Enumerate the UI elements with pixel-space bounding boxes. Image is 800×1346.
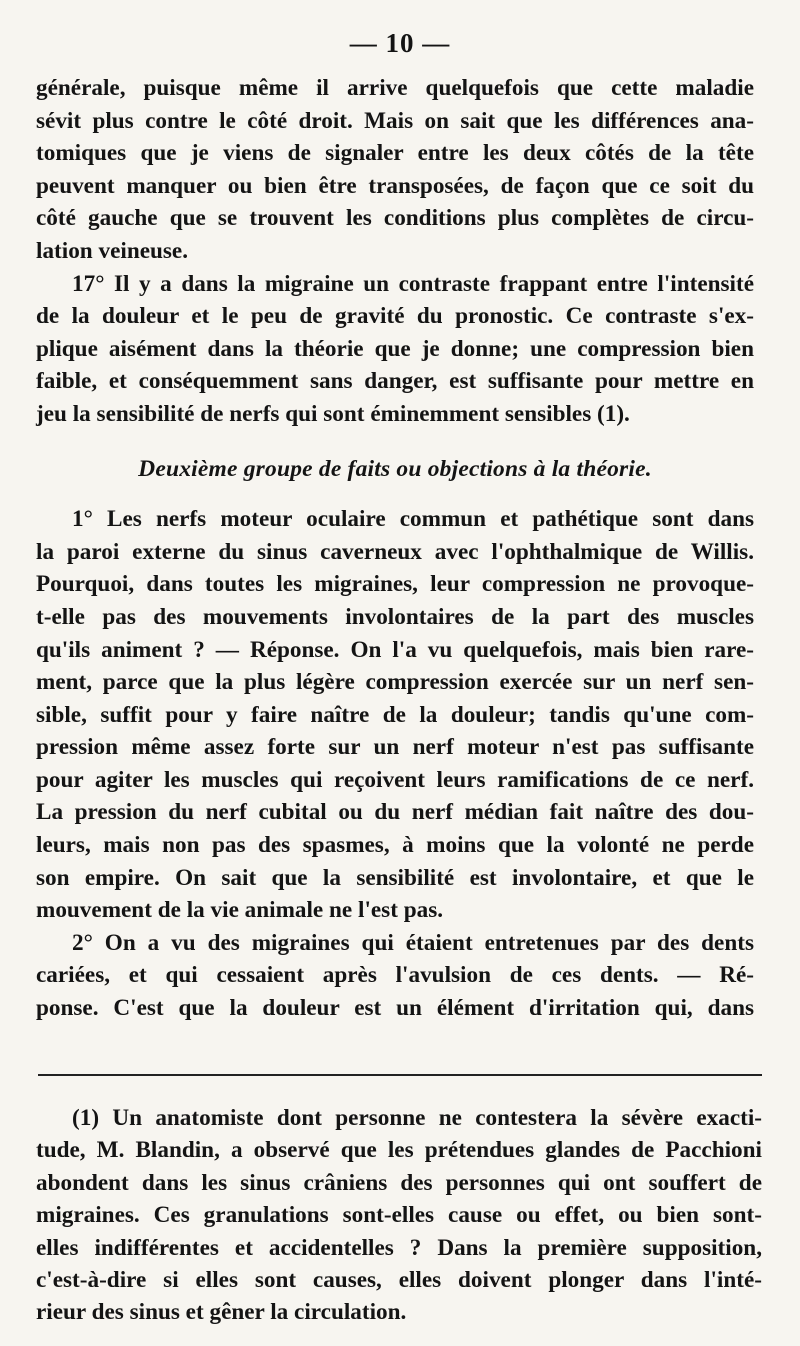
objection-1	[36, 503, 754, 927]
text-line: ment, parce que la plus légère compression exercée sur un nerf sen-	[36, 669, 754, 696]
section-heading: Deuxième groupe de faits ou objections à la théorie.	[138, 455, 652, 482]
paragraph-1	[36, 72, 754, 268]
text-line: côté gauche que se trouvent les conditions plus complètes de circu-	[36, 205, 754, 232]
text-line: t-elle pas des mouvements involontaires de la part des muscles	[36, 603, 754, 630]
text-line: plique aisément dans la théorie que je donne; une compression bien	[36, 335, 754, 362]
text-line: sible, suffit pour y faire naître de la douleur; tandis qu'une com-	[36, 701, 754, 728]
text-line: elles indifférentes et accidentelles ? Dans la première supposition,	[36, 1234, 762, 1261]
text-line: générale, puisque même il arrive quelquefois que cette maladie	[36, 75, 754, 101]
text-line: jeu la sensibilité de nerfs qui sont éminemment sensibles (1).	[36, 400, 630, 427]
footnote	[36, 1102, 762, 1329]
main-text	[36, 72, 754, 1025]
text-line: La pression du nerf cubital ou du nerf médian fait naître des dou-	[36, 799, 754, 826]
text-line: faible, et conséquemment sans danger, est suffisante pour mettre en	[36, 368, 754, 395]
text-line: Pourquoi, dans toutes les migraines, leur compression ne provoque-	[36, 571, 754, 598]
text-line: tude, M. Blandin, a observé que les prétendues glandes de Pacchioni	[36, 1137, 762, 1164]
footnote-rule	[38, 1074, 762, 1076]
text-line: migraines. Ces granulations sont-elles cause ou effet, ou bien sont-	[36, 1202, 762, 1229]
text-line: mouvement de la vie animale ne l'est pas.	[36, 897, 444, 924]
text-line: peuvent manquer ou bien être transposées, de façon que ce soit du	[36, 172, 754, 199]
text-line: son empire. On sait que la sensibilité est involontaire, et que le	[36, 864, 754, 891]
text-line: c'est-à-dire si elles sont causes, elles doivent plonger dans l'inté-	[36, 1267, 762, 1294]
text-line: lation veineuse.	[36, 237, 189, 264]
text-line: abondent dans les sinus crâniens des personnes qui ont souffert de	[36, 1169, 762, 1196]
text-line: pression même assez forte sur un nerf moteur n'est pas suffisante	[36, 734, 754, 761]
text-line: qu'ils animent ? — Réponse. On l'a vu quelquefois, mais bien rare-	[36, 636, 754, 663]
text-line: leurs, mais non pas des spasmes, à moins que la volonté ne perde	[36, 832, 754, 859]
page-number: — 10 —	[349, 28, 451, 58]
text-line: 17° Il y a dans la migraine un contraste frappant entre l'intensité	[72, 270, 754, 297]
text-line: de la douleur et le peu de gravité du pronostic. Ce contraste s'ex-	[36, 303, 754, 330]
text-line: tomiques que je viens de signaler entre les deux côtés de la tête	[36, 140, 754, 167]
text-line: cariées, et qui cessaient après l'avulsion de ces dents. — Ré-	[36, 962, 754, 989]
text-line: (1) Un anatomiste dont personne ne contestera la sévère exacti-	[72, 1105, 762, 1131]
text-line: sévit plus contre le côté droit. Mais on sait que les différences ana-	[36, 107, 754, 134]
objection-2	[36, 927, 754, 1025]
text-line: pour agiter les muscles qui reçoivent leurs ramifications de ce nerf.	[36, 766, 754, 793]
paragraph-17	[36, 268, 754, 431]
text-line: la paroi externe du sinus caverneux avec l'ophthalmique de Willis.	[36, 538, 754, 565]
text-line: rieur des sinus et gêner la circulation.	[36, 1299, 407, 1326]
text-line: 1° Les nerfs moteur oculaire commun et pathétique sont dans	[72, 506, 754, 533]
text-line: ponse. C'est que la douleur est un élément d'irritation qui, dans	[36, 995, 754, 1022]
footnote-paragraph	[36, 1102, 762, 1329]
text-line: 2° On a vu des migraines qui étaient entretenues par des dents	[72, 929, 754, 956]
